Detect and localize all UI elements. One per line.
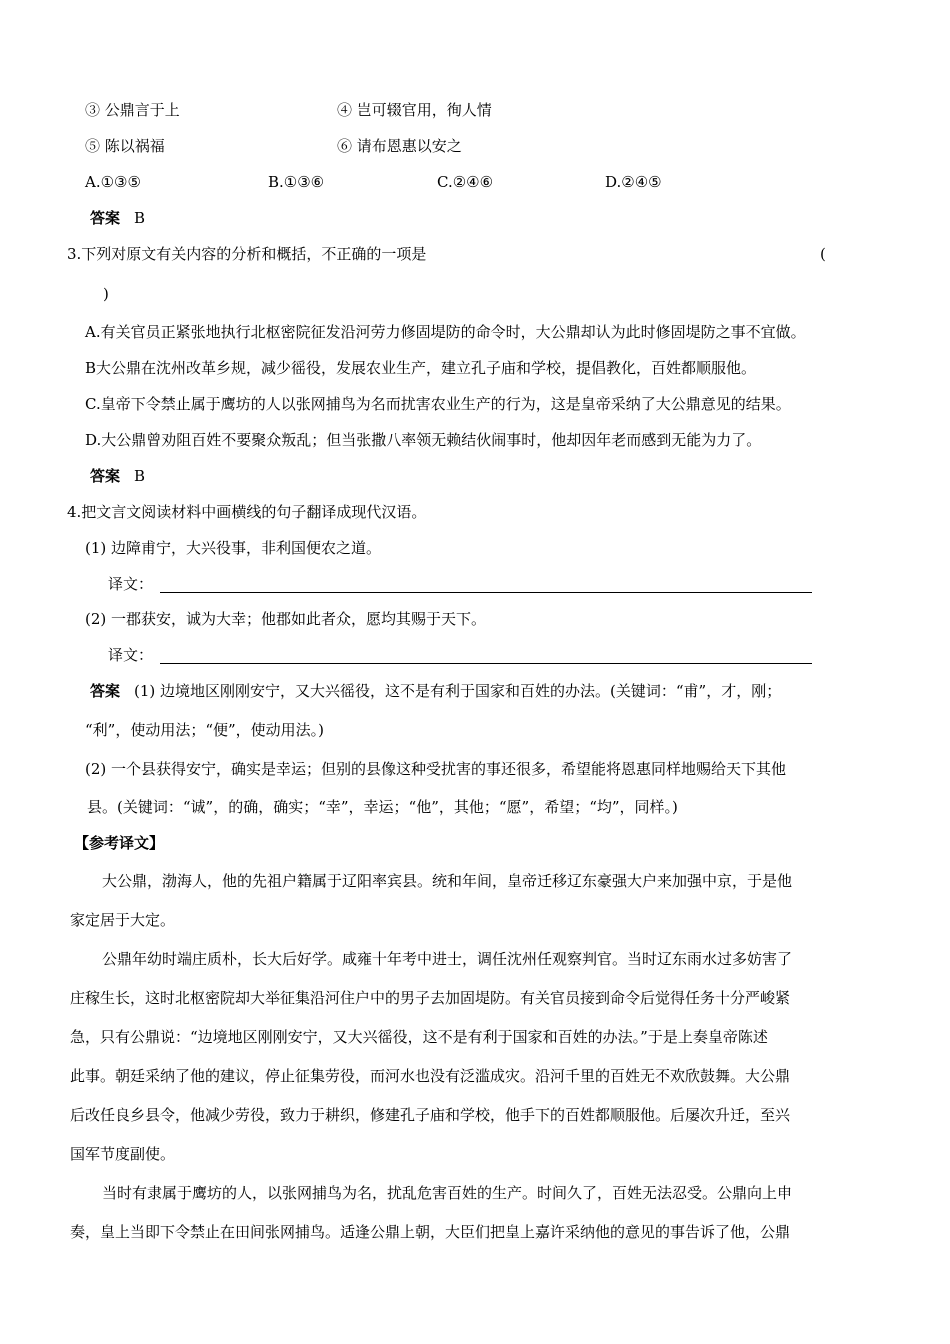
q4-answer-1a [90, 681, 781, 701]
q4-answer-1b: “利”，使动用法；“便”，使动用法。) [85, 721, 325, 739]
option-6: ⑥ 请布恩惠以安之 [337, 137, 462, 155]
q3-option-d: D.大公鼎曾劝阻百姓不要聚众叛乱；但当张撒八率领无赖结伙闹事时，他却因年老而感到无能为力了。 [85, 431, 762, 449]
choice-d: D.②④⑤ [605, 173, 662, 191]
ref-p2-line3: 急，只有公鼎说：“边境地区刚刚安宁，又大兴徭役，这不是有利于国家和百姓的办法。”于是上奏皇帝陈述 [70, 1028, 768, 1046]
option-3: ③ 公鼎言于上 [85, 101, 180, 119]
q3-answer [90, 466, 145, 486]
answer-label: 答案 [90, 209, 121, 227]
q3-paren-open: ( [820, 245, 826, 263]
option-4: ④ 岂可辍官用，徇人情 [337, 101, 492, 119]
choice-a: A.①③⑤ [85, 173, 141, 191]
q2-answer [90, 208, 145, 228]
ref-p2-line5: 后改任良乡县令，他减少劳役，致力于耕织，修建孔子庙和学校，他手下的百姓都顺服他。后屡次升迁，至兴 [70, 1106, 791, 1124]
q4-answer-2a: (2) 一个县获得安宁，确实是幸运；但别的县像这种受扰害的事还很多，希望能将恩惠同样地赐给天下其他 [85, 760, 787, 778]
choice-b: B.①③⑥ [268, 173, 325, 191]
q4-stem: 4.把文言文阅读材料中画横线的句子翻译成现代汉语。 [67, 503, 427, 521]
translation-label-2: 译文： [108, 646, 154, 664]
answer-text: (1) 边境地区刚刚安宁，又大兴徭役，这不是有利于国家和百姓的办法。(关键词：“甫”，才，刚； [134, 682, 782, 700]
answer-value: B [134, 467, 146, 485]
answer-label: 答案 [90, 467, 121, 485]
answer-label: 答案 [90, 682, 121, 700]
q4-answer-2b: 县。(关键词：“诚”，的确，确实；“幸”，幸运；“他”，其他；“愿”，希望；“均”，同样。) [87, 798, 678, 816]
ref-p2-line4: 此事。朝廷采纳了他的建议，停止征集劳役，而河水也没有泛滥成灾。沿河千里的百姓无不欢欣鼓舞。大公鼎 [70, 1067, 791, 1085]
translation-line-2 [160, 663, 812, 664]
ref-p2-line6: 国军节度副使。 [70, 1145, 176, 1163]
answer-value: B [134, 209, 146, 227]
reference-heading: 【参考译文】 [74, 834, 165, 852]
q3-option-a: A.有关官员正紧张地执行北枢密院征发沿河劳力修固堤防的命令时，大公鼎却认为此时修固堤防之事不宜做。 [85, 323, 806, 341]
q3-stem: 3.下列对原文有关内容的分析和概括，不正确的一项是 [67, 245, 427, 263]
ref-p2-line1: 公鼎年幼时端庄质朴，长大后好学。咸雍十年考中进士，调任沈州任观察判官。当时辽东雨水过多妨害了 [102, 950, 793, 968]
q4-sentence-2: (2) 一郡获安，诚为大幸；他郡如此者众，愿均其赐于天下。 [85, 610, 487, 628]
ref-p3-line2: 奏，皇上当即下令禁止在田间张网捕鸟。适逢公鼎上朝，大臣们把皇上嘉许采纳他的意见的事告诉了他，公鼎 [70, 1223, 791, 1241]
translation-line-1 [160, 592, 812, 593]
ref-p2-line2: 庄稼生长，这时北枢密院却大举征集沿河住户中的男子去加固堤防。有关官员接到命令后觉得任务十分严峻紧 [70, 989, 791, 1007]
q3-option-c: C.皇帝下令禁止属于鹰坊的人以张网捕鸟为名而扰害农业生产的行为，这是皇帝采纳了大公鼎意见的结果。 [85, 395, 791, 413]
q4-sentence-1: (1) 边障甫宁，大兴役事，非利国便农之道。 [85, 539, 382, 557]
choice-c: C.②④⑥ [437, 173, 494, 191]
ref-p3-line1: 当时有隶属于鹰坊的人，以张网捕鸟为名，扰乱危害百姓的生产。时间久了，百姓无法忍受。公鼎向上申 [102, 1184, 793, 1202]
q3-option-b: B大公鼎在沈州改革乡规，减少徭役，发展农业生产，建立孔子庙和学校，提倡教化，百姓都顺服他。 [85, 359, 757, 377]
q3-paren-close: ) [103, 285, 109, 303]
ref-p1-line1: 大公鼎，渤海人，他的先祖户籍属于辽阳率宾县。统和年间，皇帝迁移辽东豪强大户来加强中京，于是他 [102, 872, 793, 890]
option-5: ⑤ 陈以祸福 [85, 137, 165, 155]
translation-label-1: 译文： [108, 575, 154, 593]
ref-p1-line2: 家定居于大定。 [70, 911, 176, 929]
